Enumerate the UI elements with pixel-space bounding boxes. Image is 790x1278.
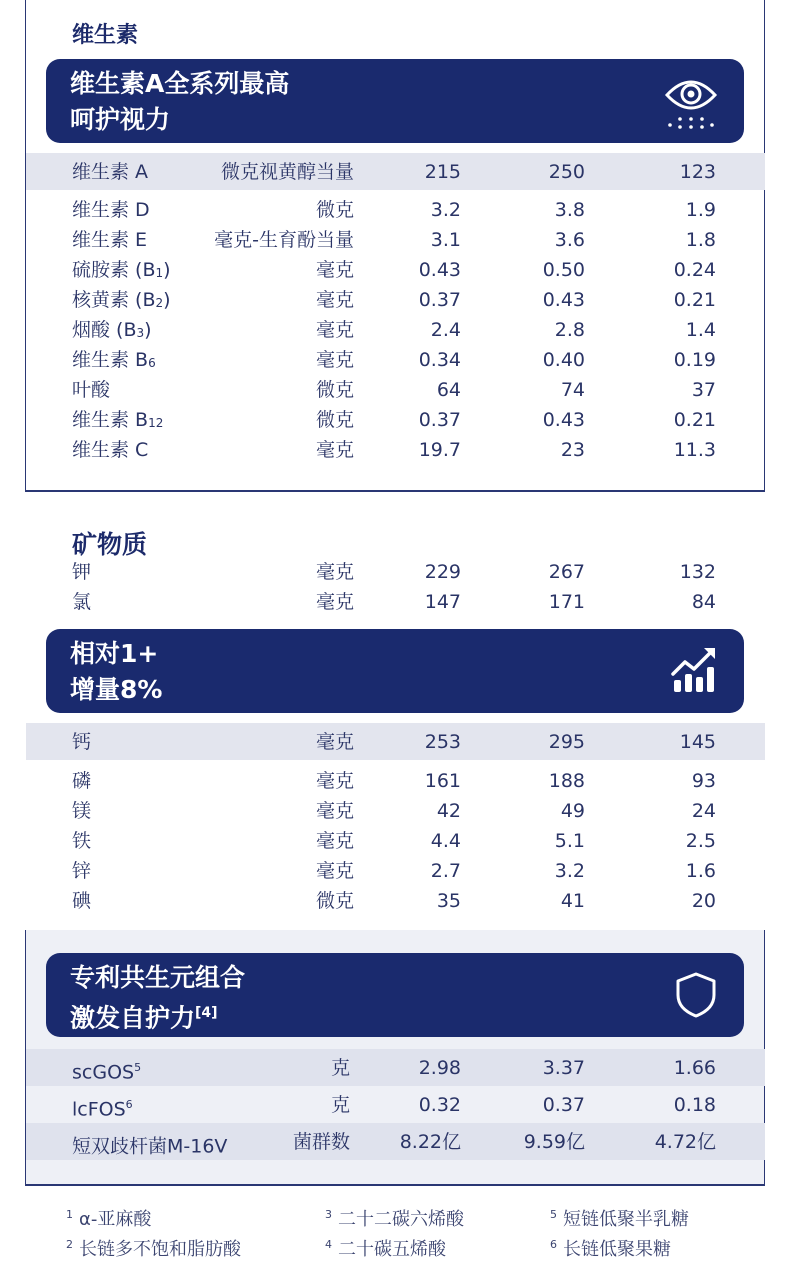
nutrient-name (72, 405, 163, 437)
nutrient-name-text: 核黄素 (B (72, 289, 156, 311)
footnote-number: 4 (325, 1238, 332, 1251)
value-col-2: 171 (548, 591, 585, 613)
nutrient-name (72, 587, 91, 617)
value-col-3: 84 (691, 591, 716, 613)
table-row (0, 405, 790, 435)
nutrient-name (72, 435, 148, 467)
nutrient-name (72, 195, 150, 227)
nutrient-name-text: 硫胺素 (B (72, 259, 156, 281)
value-col-3: 123 (679, 161, 716, 183)
value-col-2: 0.50 (542, 259, 585, 281)
nutrient-name (72, 1090, 133, 1124)
value-col-2: 267 (548, 561, 585, 583)
table-row (0, 796, 790, 826)
table-row (0, 195, 790, 225)
value-col-3: 24 (691, 800, 716, 822)
nutrient-name-text: 维生素 D (72, 199, 150, 221)
value-col-1: 3.1 (430, 229, 461, 251)
value-col-2: 9.59亿 (523, 1131, 585, 1153)
table-row (0, 856, 790, 886)
value-col-1: 0.37 (418, 409, 461, 431)
table-row (0, 255, 790, 285)
nutrient-name-suffix: ) (163, 289, 171, 311)
prebiotics-bottom-border (25, 1184, 765, 1186)
nutrient-unit: 毫克 (315, 860, 354, 882)
value-col-1: 229 (424, 561, 461, 583)
table-row (0, 826, 790, 856)
table-row (0, 315, 790, 345)
table-row (0, 435, 790, 465)
nutrient-unit: 毫克 (315, 591, 354, 613)
value-col-3: 20 (691, 890, 716, 912)
value-col-3: 132 (679, 561, 716, 583)
nutrient-unit: 毫克 (315, 289, 354, 311)
footnote-reference: 6 (125, 1098, 133, 1111)
table-row (0, 557, 790, 587)
nutrient-unit: 毫克 (315, 349, 354, 371)
footnote-reference: 5 (134, 1061, 142, 1074)
value-col-3: 93 (691, 770, 716, 792)
table-row-calcium (0, 727, 790, 757)
nutrient-name-text: 短双歧杆菌M-16V (72, 1135, 228, 1158)
nutrient-name-suffix: ) (144, 319, 152, 341)
banner-line-1: 相对1+ (70, 639, 159, 668)
value-col-3: 1.6 (685, 860, 716, 882)
nutrient-unit: 克 (330, 1094, 350, 1116)
nutrient-unit: 克 (330, 1057, 350, 1079)
value-col-3: 0.19 (673, 349, 716, 371)
nutrient-unit: 微克 (315, 890, 354, 912)
nutrient-name-text: 烟酸 (B (72, 319, 137, 341)
nutrient-unit: 毫克 (315, 800, 354, 822)
nutrient-name: 钙 (72, 731, 92, 753)
nutrient-name-text: 维生素 B (72, 409, 149, 431)
banner-line-2-text: 激发自护力 (70, 1003, 196, 1033)
nutrient-unit: 微克 (315, 409, 354, 431)
value-col-1: 4.4 (430, 830, 461, 852)
value-col-2: 49 (560, 800, 585, 822)
value-col-1: 2.7 (430, 860, 461, 882)
value-col-1: 64 (436, 379, 461, 401)
footnote-text: 二十碳五烯酸 (338, 1239, 446, 1260)
table-row (0, 766, 790, 796)
nutrient-name-text: 维生素 E (72, 229, 148, 251)
value-col-2: 0.43 (542, 289, 585, 311)
footnote-number: 5 (550, 1208, 557, 1221)
value-col-2: 3.6 (554, 229, 585, 251)
nutrient-name (72, 557, 91, 587)
nutrient-unit: 菌群数 (292, 1131, 350, 1153)
nutrient-unit: 毫克 (315, 770, 354, 792)
value-col-2: 250 (548, 161, 585, 183)
footnote (325, 1235, 446, 1261)
value-col-3: 1.8 (685, 229, 716, 251)
value-col-2: 188 (548, 770, 585, 792)
eye-icon (664, 73, 718, 141)
banner-line-1: 专利共生元组合 (70, 963, 246, 992)
table-row (0, 1127, 790, 1157)
value-col-2: 41 (560, 890, 585, 912)
banner-line-2: 呵护视力 (70, 105, 171, 134)
table-row (0, 1053, 790, 1083)
value-col-1: 0.34 (418, 349, 461, 371)
prebiotics-banner (46, 953, 744, 1037)
nutrient-name-text: 叶酸 (72, 379, 111, 401)
footnote-text: 二十二碳六烯酸 (338, 1209, 464, 1230)
section-divider (25, 490, 765, 492)
shield-icon (674, 971, 718, 1029)
vitamin-a-banner (46, 59, 744, 143)
table-row (0, 886, 790, 916)
footnote-number: 6 (550, 1238, 557, 1251)
value-col-1: 8.22亿 (399, 1131, 461, 1153)
value-col-1: 0.37 (418, 289, 461, 311)
value-col-3: 2.5 (685, 830, 716, 852)
nutrient-unit: 毫克 (315, 731, 354, 753)
nutrient-subscript: 2 (155, 296, 164, 310)
table-row (0, 285, 790, 315)
footnote-number: 1 (66, 1208, 73, 1221)
value-col-2: 0.40 (542, 349, 585, 371)
value-col-3: 0.21 (673, 289, 716, 311)
value-col-2: 2.8 (554, 319, 585, 341)
nutrient-name (72, 796, 91, 826)
value-col-3: 145 (679, 731, 716, 753)
banner-line-2 (70, 995, 218, 1036)
value-col-3: 1.9 (685, 199, 716, 221)
nutrient-name (72, 345, 156, 377)
value-col-1: 215 (424, 161, 461, 183)
growth-banner (46, 629, 744, 713)
growth-chart-icon (670, 647, 718, 705)
nutrient-unit: 毫克 (315, 259, 354, 281)
footnote (66, 1205, 151, 1231)
value-col-1: 253 (424, 731, 461, 753)
footnote-text: 长链多不饱和脂肪酸 (79, 1239, 241, 1260)
value-col-1: 3.2 (430, 199, 461, 221)
value-col-1: 0.43 (418, 259, 461, 281)
value-col-2: 5.1 (554, 830, 585, 852)
value-col-1: 19.7 (418, 439, 461, 461)
value-col-1: 35 (436, 890, 461, 912)
table-row (0, 1090, 790, 1120)
nutrient-unit: 微克 (315, 199, 354, 221)
nutrient-name-text: scGOS (72, 1061, 135, 1084)
nutrient-name-text: 维生素 B (72, 349, 149, 371)
value-col-3: 4.72亿 (654, 1131, 716, 1153)
footnote (550, 1235, 671, 1261)
nutrient-unit: 毫克 (315, 830, 354, 852)
table-row (0, 345, 790, 375)
vitamins-heading: 维生素 (72, 23, 139, 48)
footnote-text: α-亚麻酸 (79, 1209, 152, 1230)
nutrient-subscript: 3 (136, 326, 145, 340)
minerals-heading: 矿物质 (72, 530, 148, 559)
value-col-2: 23 (560, 439, 585, 461)
nutrient-name (72, 766, 91, 796)
nutrient-unit: 微克 (315, 379, 354, 401)
value-col-1: 147 (424, 591, 461, 613)
nutrient-subscript: 12 (148, 416, 164, 430)
value-col-2: 0.43 (542, 409, 585, 431)
nutrient-unit: 毫克 (315, 319, 354, 341)
nutrient-name-text: 铁 (72, 830, 92, 852)
banner-line-2: 增量8% (70, 675, 163, 704)
banner-line-1: 维生素A全系列最高 (70, 69, 290, 98)
footnote (550, 1205, 689, 1231)
nutrient-name-text: 维生素 C (72, 439, 149, 461)
value-col-1: 0.32 (418, 1094, 461, 1116)
table-row (0, 225, 790, 255)
footnote-number: 2 (66, 1238, 73, 1251)
footnote-text: 短链低聚半乳糖 (563, 1209, 689, 1230)
value-col-1: 2.4 (430, 319, 461, 341)
nutrient-name (72, 826, 91, 856)
value-col-2: 295 (548, 731, 585, 753)
nutrient-name-text: 氯 (72, 591, 92, 613)
value-col-3: 1.4 (685, 319, 716, 341)
nutrient-subscript: 6 (148, 356, 156, 370)
nutrient-name-text: 碘 (72, 890, 92, 912)
nutrient-name: 维生素 A (72, 161, 149, 183)
footnote-number: 3 (325, 1208, 332, 1221)
value-col-2: 3.2 (554, 860, 585, 882)
nutrient-unit: 毫克 (315, 561, 354, 583)
nutrient-unit: 毫克-生育酚当量 (214, 229, 354, 251)
nutrient-name-text: 镁 (72, 800, 92, 822)
value-col-1: 2.98 (418, 1057, 461, 1079)
nutrient-unit: 微克视黄醇当量 (220, 161, 354, 183)
value-col-1: 161 (424, 770, 461, 792)
table-row (0, 587, 790, 617)
nutrient-subscript: 1 (155, 266, 164, 280)
value-col-3: 37 (691, 379, 716, 401)
nutrient-name-suffix: ) (163, 259, 171, 281)
value-col-2: 3.37 (542, 1057, 585, 1079)
footnote (66, 1235, 241, 1261)
value-col-2: 0.37 (542, 1094, 585, 1116)
table-row-vitamin-a (0, 157, 790, 187)
nutrient-name (72, 255, 171, 287)
value-col-2: 74 (560, 379, 585, 401)
nutrient-unit: 毫克 (315, 439, 354, 461)
value-col-2: 3.8 (554, 199, 585, 221)
value-col-3: 11.3 (673, 439, 716, 461)
value-col-3: 0.21 (673, 409, 716, 431)
nutrient-name (72, 225, 147, 257)
nutrient-name (72, 1053, 141, 1087)
nutrient-name (72, 856, 91, 886)
nutrient-name-text: 锌 (72, 860, 92, 882)
banner-reference: [4] (195, 1005, 218, 1021)
footnote-text: 长链低聚果糖 (563, 1239, 671, 1260)
table-row (0, 375, 790, 405)
nutrient-name-text: 钾 (72, 561, 92, 583)
value-col-3: 0.24 (673, 259, 716, 281)
nutrient-name (72, 886, 91, 916)
nutrient-name (72, 1127, 227, 1161)
footnote (325, 1205, 464, 1231)
nutrient-name-text: lcFOS (72, 1098, 126, 1121)
nutrient-name-text: 磷 (72, 770, 92, 792)
value-col-3: 0.18 (673, 1094, 716, 1116)
nutrient-name (72, 285, 171, 317)
value-col-3: 1.66 (673, 1057, 716, 1079)
nutrient-name (72, 315, 152, 347)
nutrient-name (72, 375, 110, 407)
value-col-1: 42 (436, 800, 461, 822)
